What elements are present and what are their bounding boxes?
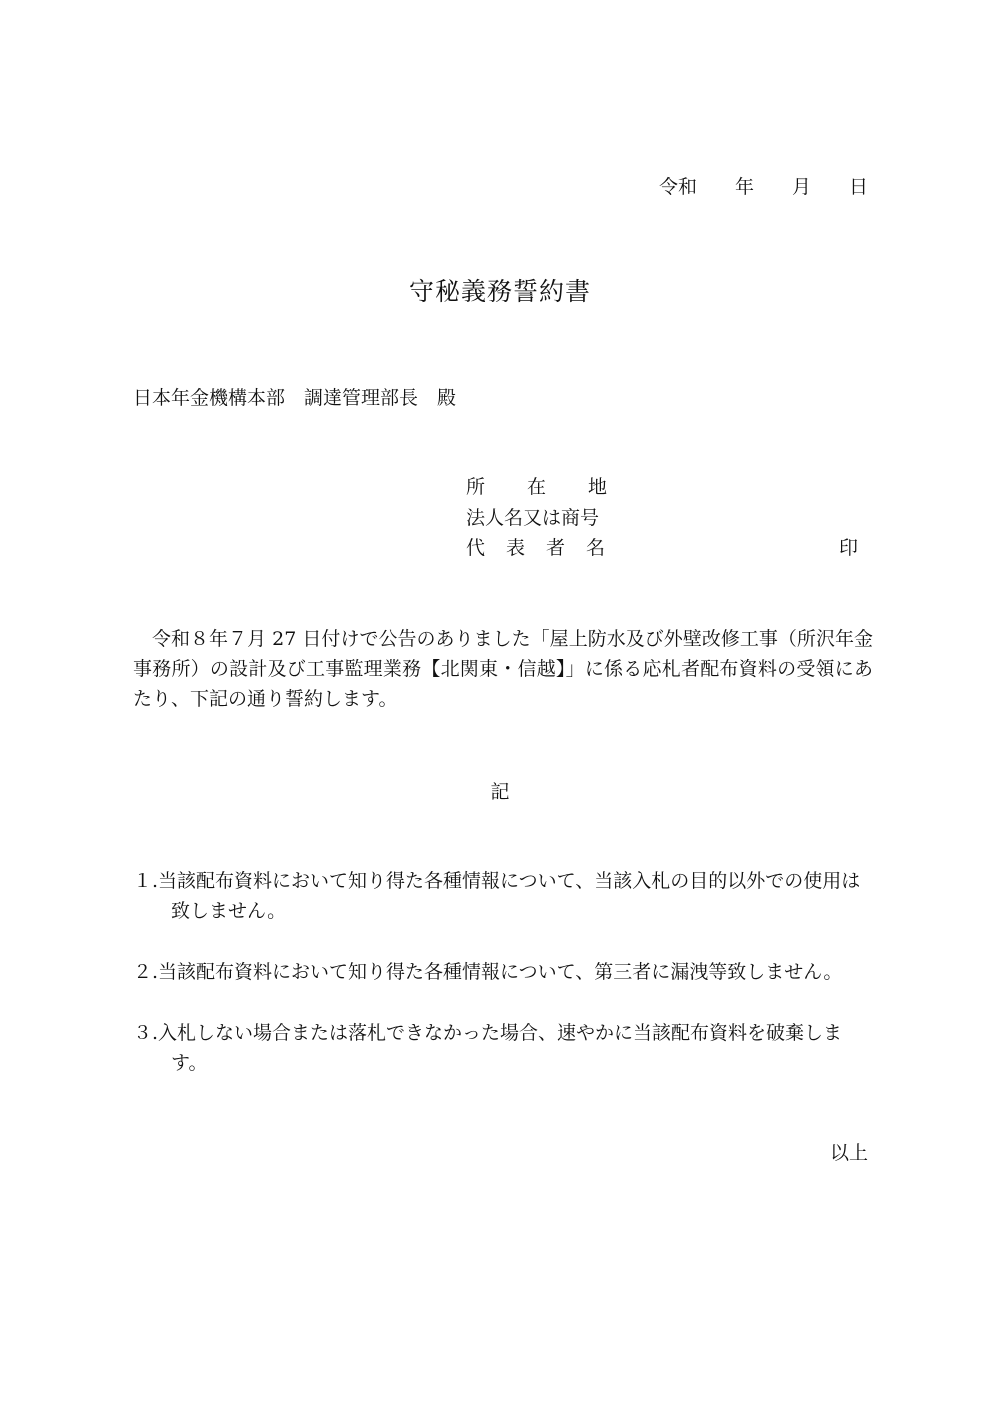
date-year-unit: 年: [734, 176, 754, 198]
date-month-unit: 月: [791, 176, 811, 198]
address-label-char: 地: [588, 476, 608, 498]
addressee-honorific: 殿: [437, 387, 457, 409]
date-line: [659, 172, 868, 199]
rep-label-char: 名: [586, 537, 606, 559]
date-day-unit: 日: [848, 176, 868, 198]
list-item: [133, 1018, 873, 1078]
company-label: 法人名又は商号: [466, 507, 600, 529]
body-paragraph: 令和８年７月 27 日付けで公告のありました「屋上防水及び外壁改修工事（所沢年金事務所）の設計及び工事監理業務【北関東・信越】」に係る応札者配布資料の受領にあたり、下記の通り誓約します。: [133, 628, 873, 710]
addressee: [133, 383, 456, 410]
rep-label-char: 表: [506, 537, 526, 559]
item-number: ３.: [133, 1022, 159, 1044]
document-title: 守秘義務誓約書: [408, 277, 591, 306]
item-text: 入札しない場合または落札できなかった場合、速やかに当該配布資料を破棄します。: [158, 1022, 843, 1074]
addressee-position: 調達管理部長: [304, 387, 419, 409]
address-label-char: 所: [466, 476, 486, 498]
rep-label-char: 代: [466, 537, 486, 559]
item-text: 当該配布資料において知り得た各種情報について、当該入札の目的以外での使用は致しません。: [158, 870, 861, 922]
representative-label: [466, 533, 605, 560]
addressee-organization: 日本年金機構本部: [133, 387, 286, 409]
ki-heading: 記: [490, 781, 510, 803]
address-label-char: 在: [527, 476, 547, 498]
seal-mark: 印: [839, 537, 859, 559]
list-item: [133, 866, 873, 926]
item-text: 当該配布資料において知り得た各種情報について、第三者に漏洩等致しません。: [158, 961, 843, 983]
date-era: 令和: [658, 176, 697, 198]
item-number: ２.: [133, 961, 159, 983]
address-label: [466, 472, 607, 499]
item-number: １.: [133, 870, 159, 892]
rep-label-char: 者: [546, 537, 566, 559]
closing-text: 以上: [829, 1142, 868, 1164]
list-item: [133, 957, 873, 987]
